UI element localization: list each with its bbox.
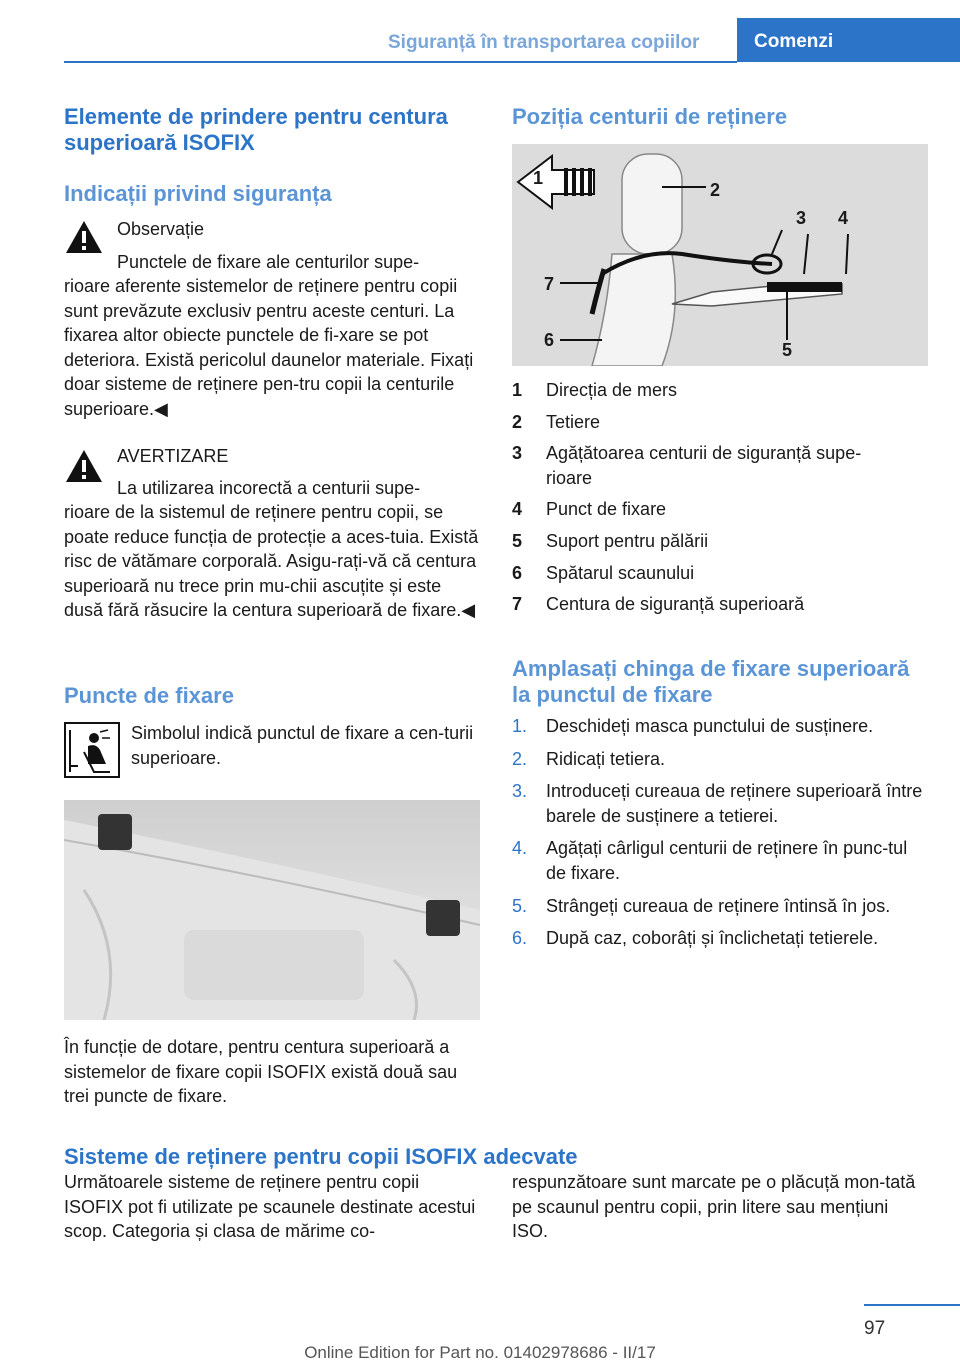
notice-label: Observație: [117, 219, 205, 239]
legend-item: 3 Agățătoarea centurii de siguranță supe-rioare: [512, 443, 862, 488]
anchor-heading: Puncte de fixare: [64, 683, 234, 708]
isofix-title: Elemente de prindere pentru centura superioară ISOFIX: [64, 104, 448, 155]
diagram-label-1: 1: [533, 168, 544, 188]
chapter-tab[interactable]: Comenzi: [737, 18, 960, 62]
step-item: 2. Ridicați tetiera.: [512, 748, 666, 769]
legend-item: 7 Centura de siguranță superioară: [512, 594, 805, 615]
diagram-label-4: 4: [838, 208, 849, 228]
step-item: 1. Deschideți masca punctului de susținere.: [512, 716, 874, 736]
step-item: 6. După caz, coborâți și înclichetați tetierele.: [512, 928, 879, 949]
belt-position-diagram: [512, 144, 928, 366]
legend-item: 2 Tetiere: [512, 411, 601, 432]
parcel-shelf-photo: [64, 800, 480, 1020]
diagram-label-2: 2: [710, 180, 721, 200]
step-item: 5. Strângeți cureaua de reținere întinsă în jos.: [512, 895, 891, 916]
step-item: 3. Introduceți cureaua de reținere superioară între barele de susținere a tetierei.: [512, 781, 923, 826]
page-number-rule: [864, 1304, 960, 1306]
warning-text: rioare de la sistemul de reținere pentru copii, se poate reduce funcția de protecție a aces-tuia. Există risc de vătămare corporală. Asigu-rați-vă că centura superioară nu trece prin mu-chii ascuțite și este dusă fără răsucire la centura superioară de fixare.◀: [64, 502, 479, 621]
isofix-anchor-icon: [64, 722, 120, 778]
notice-text-first: Punctele de fixare ale centurilor supe-: [117, 252, 420, 272]
placement-heading: Amplasați chinga de fixare superioară la punctul de fixare: [512, 656, 910, 707]
diagram-label-6: 6: [544, 330, 555, 350]
photo-caption: În funcție de dotare, pentru centura superioară a sistemelor de fixare copii ISOFIX există două sau trei puncte de fixare.: [64, 1037, 458, 1107]
warning-triangle-icon: [64, 219, 104, 255]
notice-text: rioare aferente sistemelor de reținere pentru copii sunt prevăzute exclusiv pentru aceste centuri. La fixarea altor obiecte punctele de fi-xare se pot deteriora. Există pericolul daunelor materiale. Fixați doar sisteme de reținere pen-tru copii la centurile superioare.◀: [64, 276, 474, 419]
isofix-systems-text-left: Următoarele sisteme de reținere pentru copii ISOFIX pot fi utilizate pe scaunele destinate acestui scop. Categoria și clasa de mărime co-: [64, 1172, 476, 1242]
warning-triangle-icon: [64, 448, 104, 484]
isofix-systems-text-right: respunzătoare sunt marcate pe o plăcuță mon-tată pe scaunul pentru copii, prin litere sau mențiuni ISO.: [512, 1172, 916, 1242]
position-heading: Poziția centurii de reținere: [512, 104, 788, 129]
diagram-label-3: 3: [796, 208, 807, 228]
placement-steps: [512, 714, 928, 951]
step-item: 4. Agățați cârligul centurii de reținere în punc-tul de fixare.: [512, 838, 908, 883]
diagram-label-5: 5: [782, 340, 793, 360]
page-number: 97: [864, 1318, 886, 1339]
section-title: Siguranță în transportarea copiilor: [388, 32, 700, 53]
legend-item: 1 Direcția de mers: [512, 380, 678, 400]
legend-item: 4 Punct de fixare: [512, 499, 667, 520]
diagram-label-7: 7: [544, 274, 555, 294]
header-rule: [64, 61, 737, 63]
edition-footer: Online Edition for Part no. 01402978686 - II/17: [304, 1343, 656, 1362]
safety-heading: Indicații privind siguranța: [64, 181, 332, 206]
warning-text-first: La utilizarea incorectă a centurii supe-: [117, 478, 421, 498]
diagram-legend: [512, 378, 928, 617]
legend-item: 5 Suport pentru pălării: [512, 530, 709, 551]
anchor-description: Simbolul indică punctul de fixare a cen-turii superioare.: [131, 723, 474, 768]
legend-item: 6 Spătarul scaunului: [512, 562, 695, 583]
isofix-systems-heading: Sisteme de reținere pentru copii ISOFIX adecvate: [64, 1144, 578, 1169]
warning-label: AVERTIZARE: [117, 446, 229, 466]
